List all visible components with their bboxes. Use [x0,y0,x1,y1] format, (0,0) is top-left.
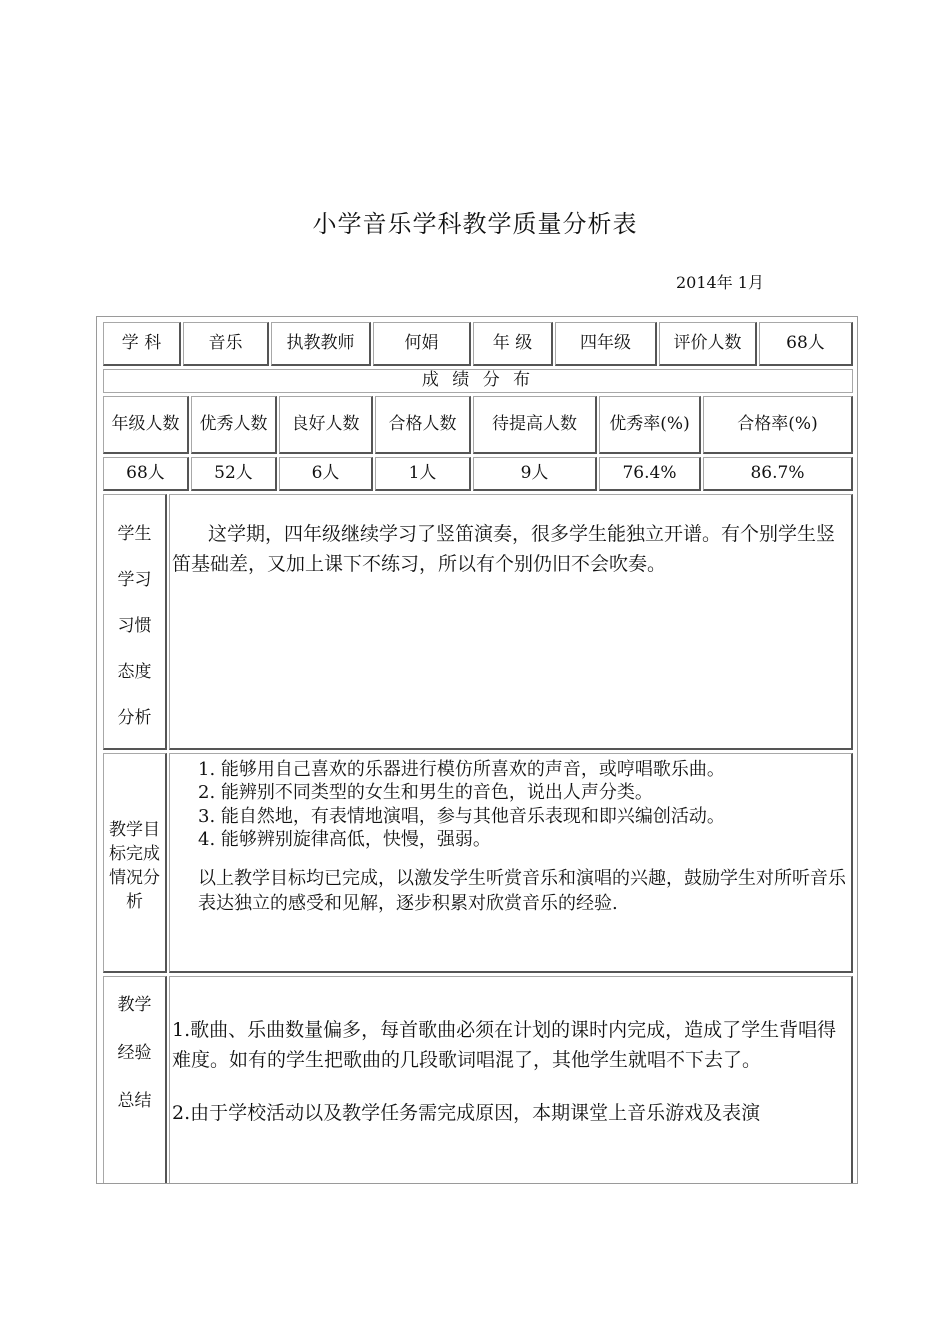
habits-label [103,494,167,750]
report-date: 2014年 1月 [676,273,764,292]
habits-label-line: 态度 [117,662,152,682]
experience-para-2: 2.由于学校活动以及教学任务需完成原因，本期课堂上音乐游戏及表演 [172,1101,761,1124]
goals-label [103,753,167,973]
goals-label-line: 情况分 [109,868,160,888]
subject-label: 学 科 [103,322,181,366]
goals-label-line: 析 [126,892,143,912]
goal-item: 1. 能够用自己喜欢的乐器进行模仿所喜欢的声音，或哼唱歌乐曲。 [198,759,725,780]
stats-header: 年级人数 [103,396,189,454]
habits-label-line: 习惯 [117,616,152,636]
stats-value: 9人 [473,457,597,491]
experience-para-1: 1.歌曲、乐曲数量偏多，每首歌曲必须在计划的课时内完成，造成了学生背唱得难度。如有的学生把歌曲的几段歌词唱混了，其他学生就唱不下去了。 [172,1019,837,1072]
stats-header: 合格率(%) [703,396,853,454]
stats-header: 优秀率(%) [599,396,701,454]
stats-value: 6人 [279,457,373,491]
habits-content: 这学期，四年级继续学习了竖笛演奏，很多学生能独立开谱。有个别学生竖笛基础差，又加上课下不练习，所以有个别仍旧不会吹奏。 [169,494,853,750]
habits-label-line: 学生 [117,524,152,544]
habits-label-line: 学习 [117,570,152,590]
teacher-value: 何娟 [373,322,471,366]
experience-label-line: 教学 [117,995,152,1015]
experience-label [103,976,167,1183]
stats-header: 待提高人数 [473,396,597,454]
stats-header: 合格人数 [375,396,471,454]
goals-label-line: 教学目 [109,820,160,840]
grade-label: 年 级 [473,322,553,366]
goal-item: 4. 能够辨别旋律高低，快慢，强弱。 [198,829,491,851]
goals-label-line: 标完成 [109,844,160,864]
experience-label-line: 总结 [117,1091,152,1111]
habits-label-line: 分析 [117,708,152,728]
goals-content [169,753,853,973]
teacher-label: 执教教师 [271,322,371,366]
grade-value: 四年级 [555,322,657,366]
goals-list [198,758,849,852]
distribution-title [103,369,853,393]
distribution-title-text: 成 绩 分 布 [421,370,535,391]
stats-value: 86.7% [703,457,853,491]
eval-value: 68人 [759,322,853,366]
page-title: 小学音乐学科教学质量分析表 [312,210,638,238]
stats-value: 52人 [191,457,277,491]
goals-summary: 以上教学目标均已完成，以激发学生听赏音乐和演唱的兴趣，鼓励学生对所听音乐表达独立的感受和见解，逐步积累对欣赏音乐的经验. [198,867,846,914]
stats-header: 良好人数 [279,396,373,454]
goal-item: 2. 能辨别不同类型的女生和男生的音色，说出人声分类。 [198,782,653,804]
stats-value: 1人 [375,457,471,491]
stats-header: 优秀人数 [191,396,277,454]
stats-value: 68人 [103,457,189,491]
stats-value: 76.4% [599,457,701,491]
goal-item: 3. 能自然地，有表情地演唱，参与其他音乐表现和即兴编创活动。 [198,805,725,827]
experience-content [169,976,853,1183]
experience-label-line: 经验 [117,1043,152,1063]
eval-label: 评价人数 [659,322,757,366]
analysis-table [96,316,858,1184]
subject-value: 音乐 [183,322,269,366]
